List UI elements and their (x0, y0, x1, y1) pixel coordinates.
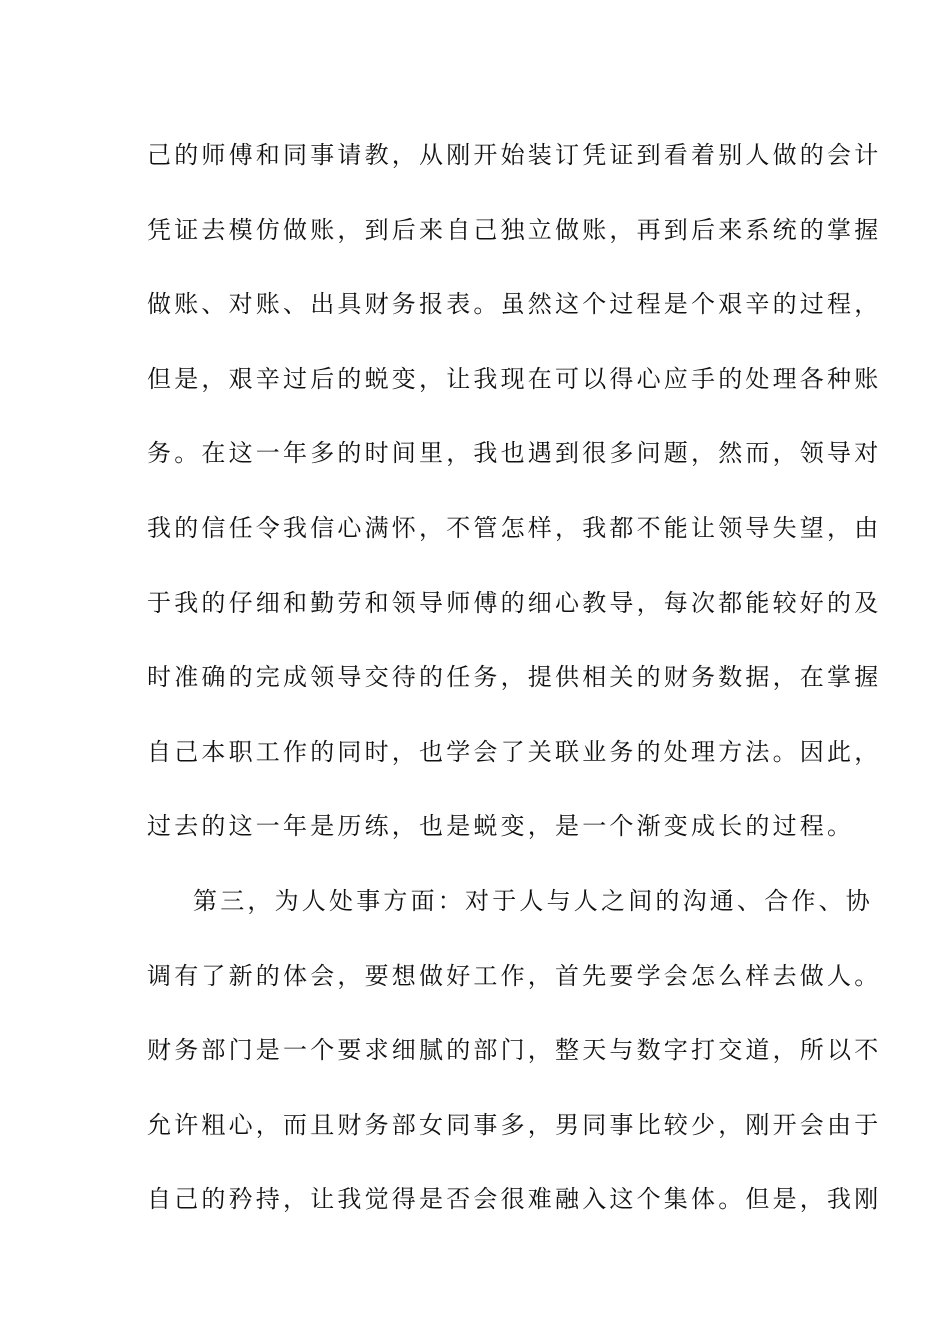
text-line: 务。在这一年多的时间里，我也遇到很多问题，然而，领导对 (147, 439, 882, 468)
text-line: 财务部门是一个要求细腻的部门，整天与数字打交道，所以不 (147, 1036, 882, 1065)
text-line: 但是，艰辛过后的蜕变，让我现在可以得心应手的处理各种账 (147, 364, 882, 393)
text-line: 于我的仔细和勤劳和领导师傅的细心教导，每次都能较好的及 (147, 588, 882, 617)
text-line: 我的信任令我信心满怀，不管怎样，我都不能让领导失望，由 (147, 513, 882, 542)
text-line: 凭证去模仿做账，到后来自己独立做账，再到后来系统的掌握 (147, 215, 882, 244)
text-line: 允许粗心，而且财务部女同事多，男同事比较少，刚开会由于 (147, 1110, 882, 1139)
text-line: 做账、对账、出具财务报表。虽然这个过程是个艰辛的过程， (147, 290, 882, 319)
text-line: 时准确的完成领导交待的任务，提供相关的财务数据，在掌握 (147, 663, 882, 692)
text-line: 己的师傅和同事请教，从刚开始装订凭证到看着别人做的会计 (147, 141, 882, 169)
body-text (147, 132, 882, 1251)
text-line: 自己本职工作的同时，也学会了关联业务的处理方法。因此， (147, 737, 882, 766)
text-line: 自己的矜持，让我觉得是否会很难融入这个集体。但是，我刚 (147, 1185, 882, 1214)
text-line: 调有了新的体会，要想做好工作，首先要学会怎么样去做人。 (147, 961, 882, 990)
paragraph-end-line: 过去的这一年是历练，也是蜕变，是一个渐变成长的过程。 (147, 812, 855, 841)
paragraph-start-line: 第三，为人处事方面：对于人与人之间的沟通、合作、协 (193, 886, 873, 915)
